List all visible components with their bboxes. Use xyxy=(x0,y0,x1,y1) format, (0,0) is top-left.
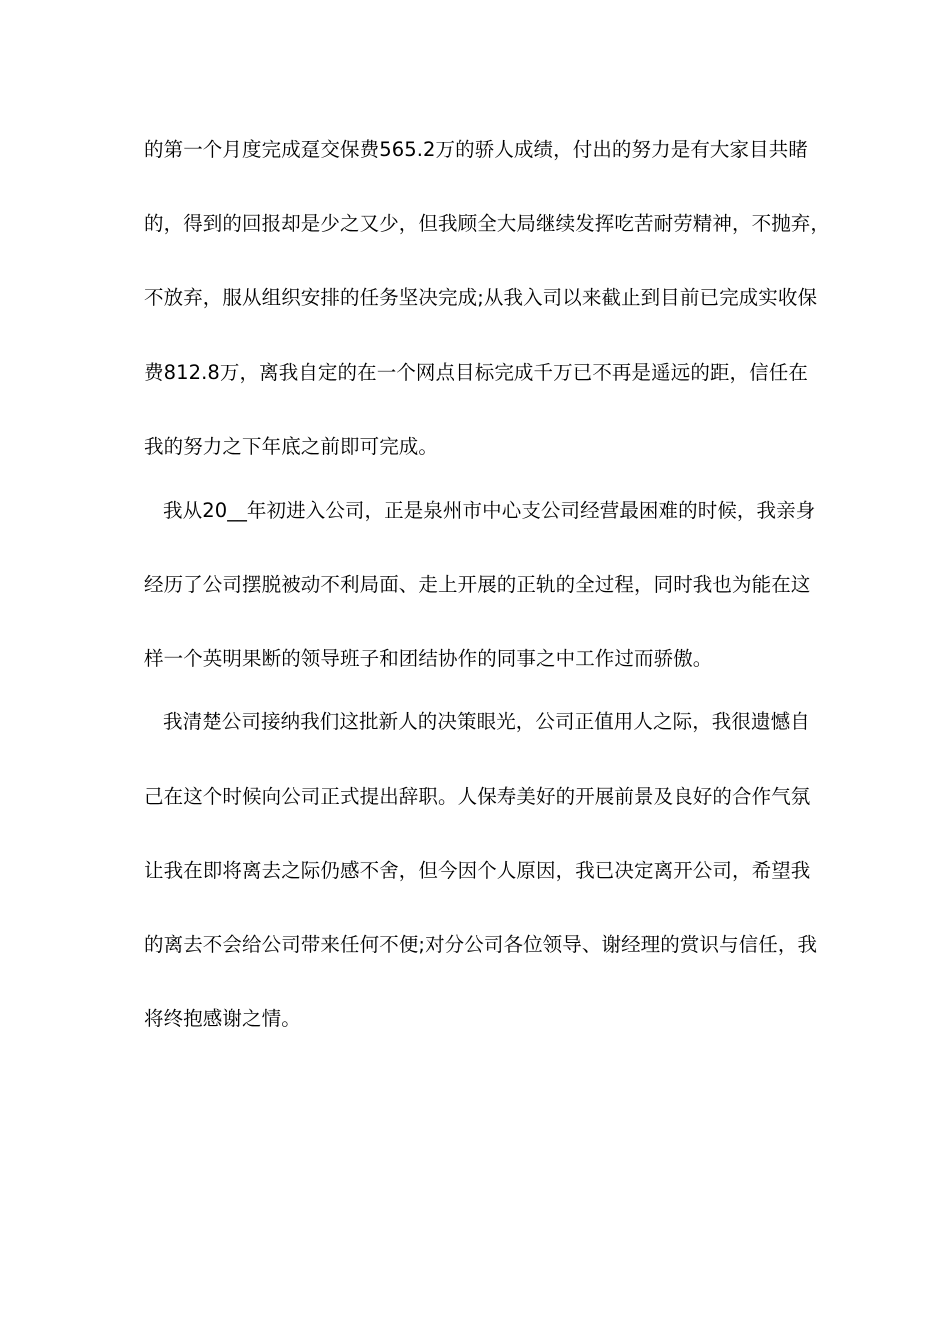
text-line: 费812.8万，离我自定的在一个网点目标完成千万已不再是遥远的距，信任在 xyxy=(144,361,808,384)
text-line: 让我在即将离去之际仍感不舍，但今因个人原因，我已决定离开公司，希望我 xyxy=(144,859,811,882)
text-line: 将终抱感谢之情。 xyxy=(144,1007,301,1030)
text-line: 经历了公司摆脱被动不利局面、走上开展的正轨的全过程，同时我也为能在这 xyxy=(144,573,811,596)
text-line: 我从20__年初进入公司，正是泉州市中心支公司经营最困难的时候，我亲身 xyxy=(163,499,816,522)
text-line: 的离去不会给公司带来任何不便;对分公司各位领导、谢经理的赏识与信任，我 xyxy=(144,933,818,956)
text-line: 己在这个时候向公司正式提出辞职。人保寿美好的开展前景及良好的合作气氛 xyxy=(144,785,811,808)
text-line: 的，得到的回报却是少之又少，但我顾全大局继续发挥吃苦耐劳精神，不抛弃， xyxy=(144,212,831,235)
text-line: 我清楚公司接纳我们这批新人的决策眼光，公司正值用人之际，我很遗憾自 xyxy=(163,710,810,733)
text-line: 我的努力之下年底之前即可完成。 xyxy=(144,435,439,458)
text-line: 样一个英明果断的领导班子和团结协作的同事之中工作过而骄傲。 xyxy=(144,647,713,670)
text-line: 的第一个月度完成趸交保费565.2万的骄人成绩，付出的努力是有大家目共睹 xyxy=(144,138,808,161)
text-line: 不放弃，服从组织安排的任务坚决完成;从我入司以来截止到目前已完成实收保 xyxy=(144,286,818,309)
